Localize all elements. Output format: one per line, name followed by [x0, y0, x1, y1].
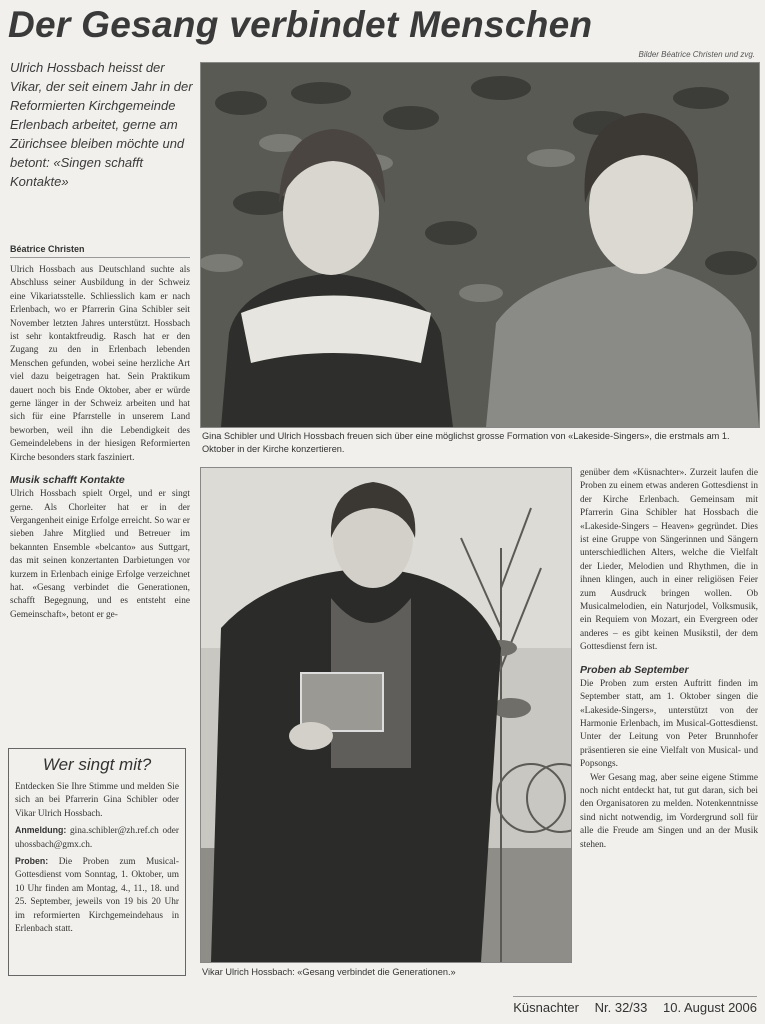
- photo-vicar: [200, 467, 572, 963]
- rehearsals-label: Proben:: [15, 856, 49, 867]
- caption-bottom: Vikar Ulrich Hossbach: «Gesang verbindet die Generationen.»: [202, 967, 456, 977]
- lead-text: Ulrich Hossbach heisst der Vikar, der seit einem Jahr in der Reformierten Kirchgemeinde Erlenbach arbeitet, gerne am Zürichsee bleiben möchte und betont: «Singen schafft Kontakte»: [10, 60, 193, 189]
- footer-paper: Küsnachter: [513, 1000, 579, 1015]
- registration-text: gina.schibler@zh.ref.ch oder uhossbach@gmx.ch.: [15, 826, 180, 850]
- info-box: [8, 748, 186, 976]
- right-paragraph-2: Die Proben zum ersten Auftritt finden im September statt, am 1. Oktober singen die «Lakeside-Singers», unterstützt von der Harmonie Erlenbach, im Musical-Gottesdienst. Unter der Leitung von Peter Brunnhofer präsentieren sie eine Vielfalt von Musical- und Popsongs.: [580, 678, 758, 770]
- section-heading: Musik schafft Kontakte: [10, 474, 125, 487]
- photo-vicar-image: [201, 468, 571, 962]
- footer-issue: Nr. 32/33: [594, 1000, 648, 1015]
- info-box-intro: Entdecken Sie Ihre Stimme und melden Sie sich an bei Pfarrerin Gina Schibler oder Vikar Ulrich Hossbach.: [15, 782, 179, 819]
- headline: Der Gesang verbindet Menschen: [8, 4, 593, 45]
- registration-label: Anmeldung:: [15, 825, 67, 836]
- info-box-rehearsals: [15, 855, 179, 936]
- section-paragraph: Ulrich Hossbach spielt Orgel, und er singt gerne. Als Chorleiter hat er in der Vergangenheit einige Erfolge erreicht. So war er sieben Jahre Mitglied und Betreuer im bekannten Ensemble «belcanto» aus Suttgart, das mit seinen konzertanten Darbietungen vor kurzem in Erlenbach einige Erfolge verzeichnet hat. «Gesang verbindet die Generationen, schafft Begegnung, und es entsteht eine Gemeinschaft», betont er ge-: [10, 489, 190, 620]
- author-byline: Béatrice Christen: [10, 244, 190, 258]
- photo-two-people-image: [201, 63, 759, 427]
- right-paragraph-1: genüber dem «Küsnachter». Zurzeit laufen die Proben zu einem etwas anderen Gottesdienst in der Kirche Erlenbach. Gemeinsam mit Pfarrerin Gina Schibler hat Hossbach die «Lakeside-Singers – Heaven» gegründet. Dies ist eine Gruppe von Sängerinnen und Sängern unterschiedlichen Alters, welche die Vielfalt der Lieder, Melodien und Rhythmen, die in ihnen klingen, auch in einer religiösen Feier zum Ausdruck bringen wollen. Ob Musicalmelodien, ein Naturjodel, Volksmusik, ein Requiem von Mozart, ein Evergreen oder anderes – es gibt keinen Musikstil, der dem Gottesdienst fern ist.: [580, 468, 758, 653]
- footer: [513, 996, 757, 1015]
- info-box-registration: [15, 824, 179, 852]
- info-box-title: Wer singt mit?: [42, 755, 152, 774]
- intro-paragraph: Ulrich Hossbach aus Deutschland suchte als Abschluss seiner Ausbildung in der Schweiz eine Vikariatsstelle. Schliesslich kam er nach Erlenbach, wo er Pfarrerin Gina Schibler seit November letzten Jahres unterstützt. Hossbach ist sehr kontaktfreudig. Rasch hat er den Zugang zu den in Erlenbach lebenden Menschen gefunden, wobei seine herzliche Art viel dazu beigetragen hat. Sein Praktikum dauert noch bis Ende Oktober, aber er würde gerne länger in der Schweiz arbeiten und hat sich für eine Pfarrstelle in unserem Land beworben, weil ihn die Lebendigkeit des Gemeindelebens in der hiesigen Reformierten Kirche besonders stark fasziniert.: [10, 265, 190, 463]
- left-column: [10, 264, 190, 622]
- photo-two-people: [200, 62, 760, 428]
- right-column: [580, 467, 758, 852]
- caption-top: Gina Schibler und Ulrich Hossbach freuen sich über eine möglichst grosse Formation von «Lakeside-Singers», die erstmals am 1. Oktober in der Kirche konzertieren.: [202, 431, 730, 454]
- right-paragraph-3: Wer Gesang mag, aber seine eigene Stimme noch nicht entdeckt hat, tut gut daran, sich bei den Organisatoren zu melden. Notenkenntnisse sind nicht notwendig, im Vordergrund soll für alle die Freude am Singen und an der Musik stehen.: [580, 772, 758, 850]
- photo-credit: Bilder Béatrice Christen und zvg.: [638, 50, 755, 59]
- footer-date: 10. August 2006: [663, 1000, 757, 1015]
- rehearsals-text: Die Proben zum Musical-Gottesdienst vom Sonntag, 1. Oktober, um 10 Uhr finden am Montag, 4., 11., 18. und 25. September, jeweils von 19 bis 20 Uhr im reformierten Kirchgemeindehaus in Erlenbach statt.: [15, 857, 179, 935]
- section-heading-2: Proben ab September: [580, 663, 689, 676]
